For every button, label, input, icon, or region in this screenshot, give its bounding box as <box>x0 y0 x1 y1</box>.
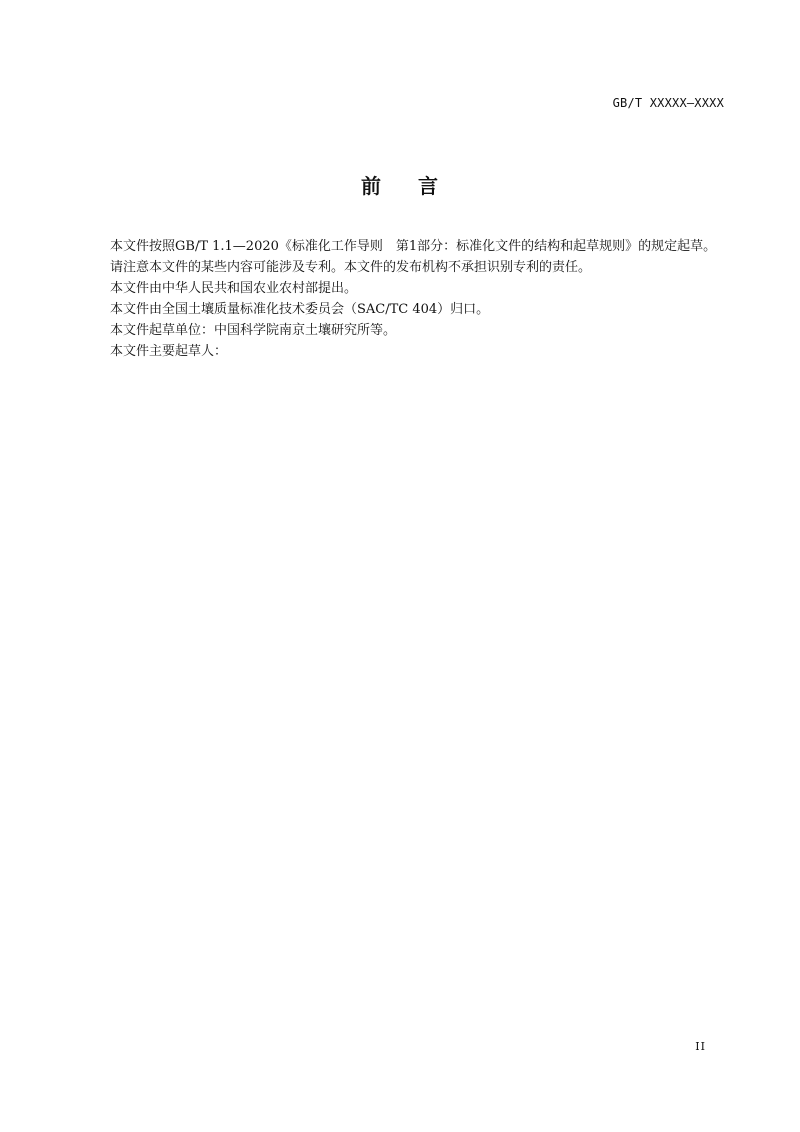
paragraph-drafting-unit: 本文件起草单位：中国科学院南京土壤研究所等。 <box>110 323 397 338</box>
paragraph-proposer: 本文件由中华人民共和国农业农村部提出。 <box>110 281 358 296</box>
paragraph-drafting-rules: 本文件按照GB/T 1.1—2020《标准化工作导则 第1部分：标准化文件的结构和起草规则》的规定起草。 <box>110 239 717 254</box>
foreword-body <box>84 236 720 362</box>
standard-code: GB/T XXXXX—XXXX <box>612 96 724 110</box>
paragraph-drafters: 本文件主要起草人： <box>110 344 228 359</box>
title-char-1: 前 <box>361 174 382 198</box>
title-char-2: 言 <box>418 174 439 198</box>
paragraph-committee: 本文件由全国土壤质量标准化技术委员会（SAC/TC 404）归口。 <box>110 302 490 317</box>
paragraph-patent-notice: 请注意本文件的某些内容可能涉及专利。本文件的发布机构不承担识别专利的责任。 <box>110 260 592 275</box>
page-title <box>0 170 800 199</box>
page-number: II <box>695 1040 706 1053</box>
